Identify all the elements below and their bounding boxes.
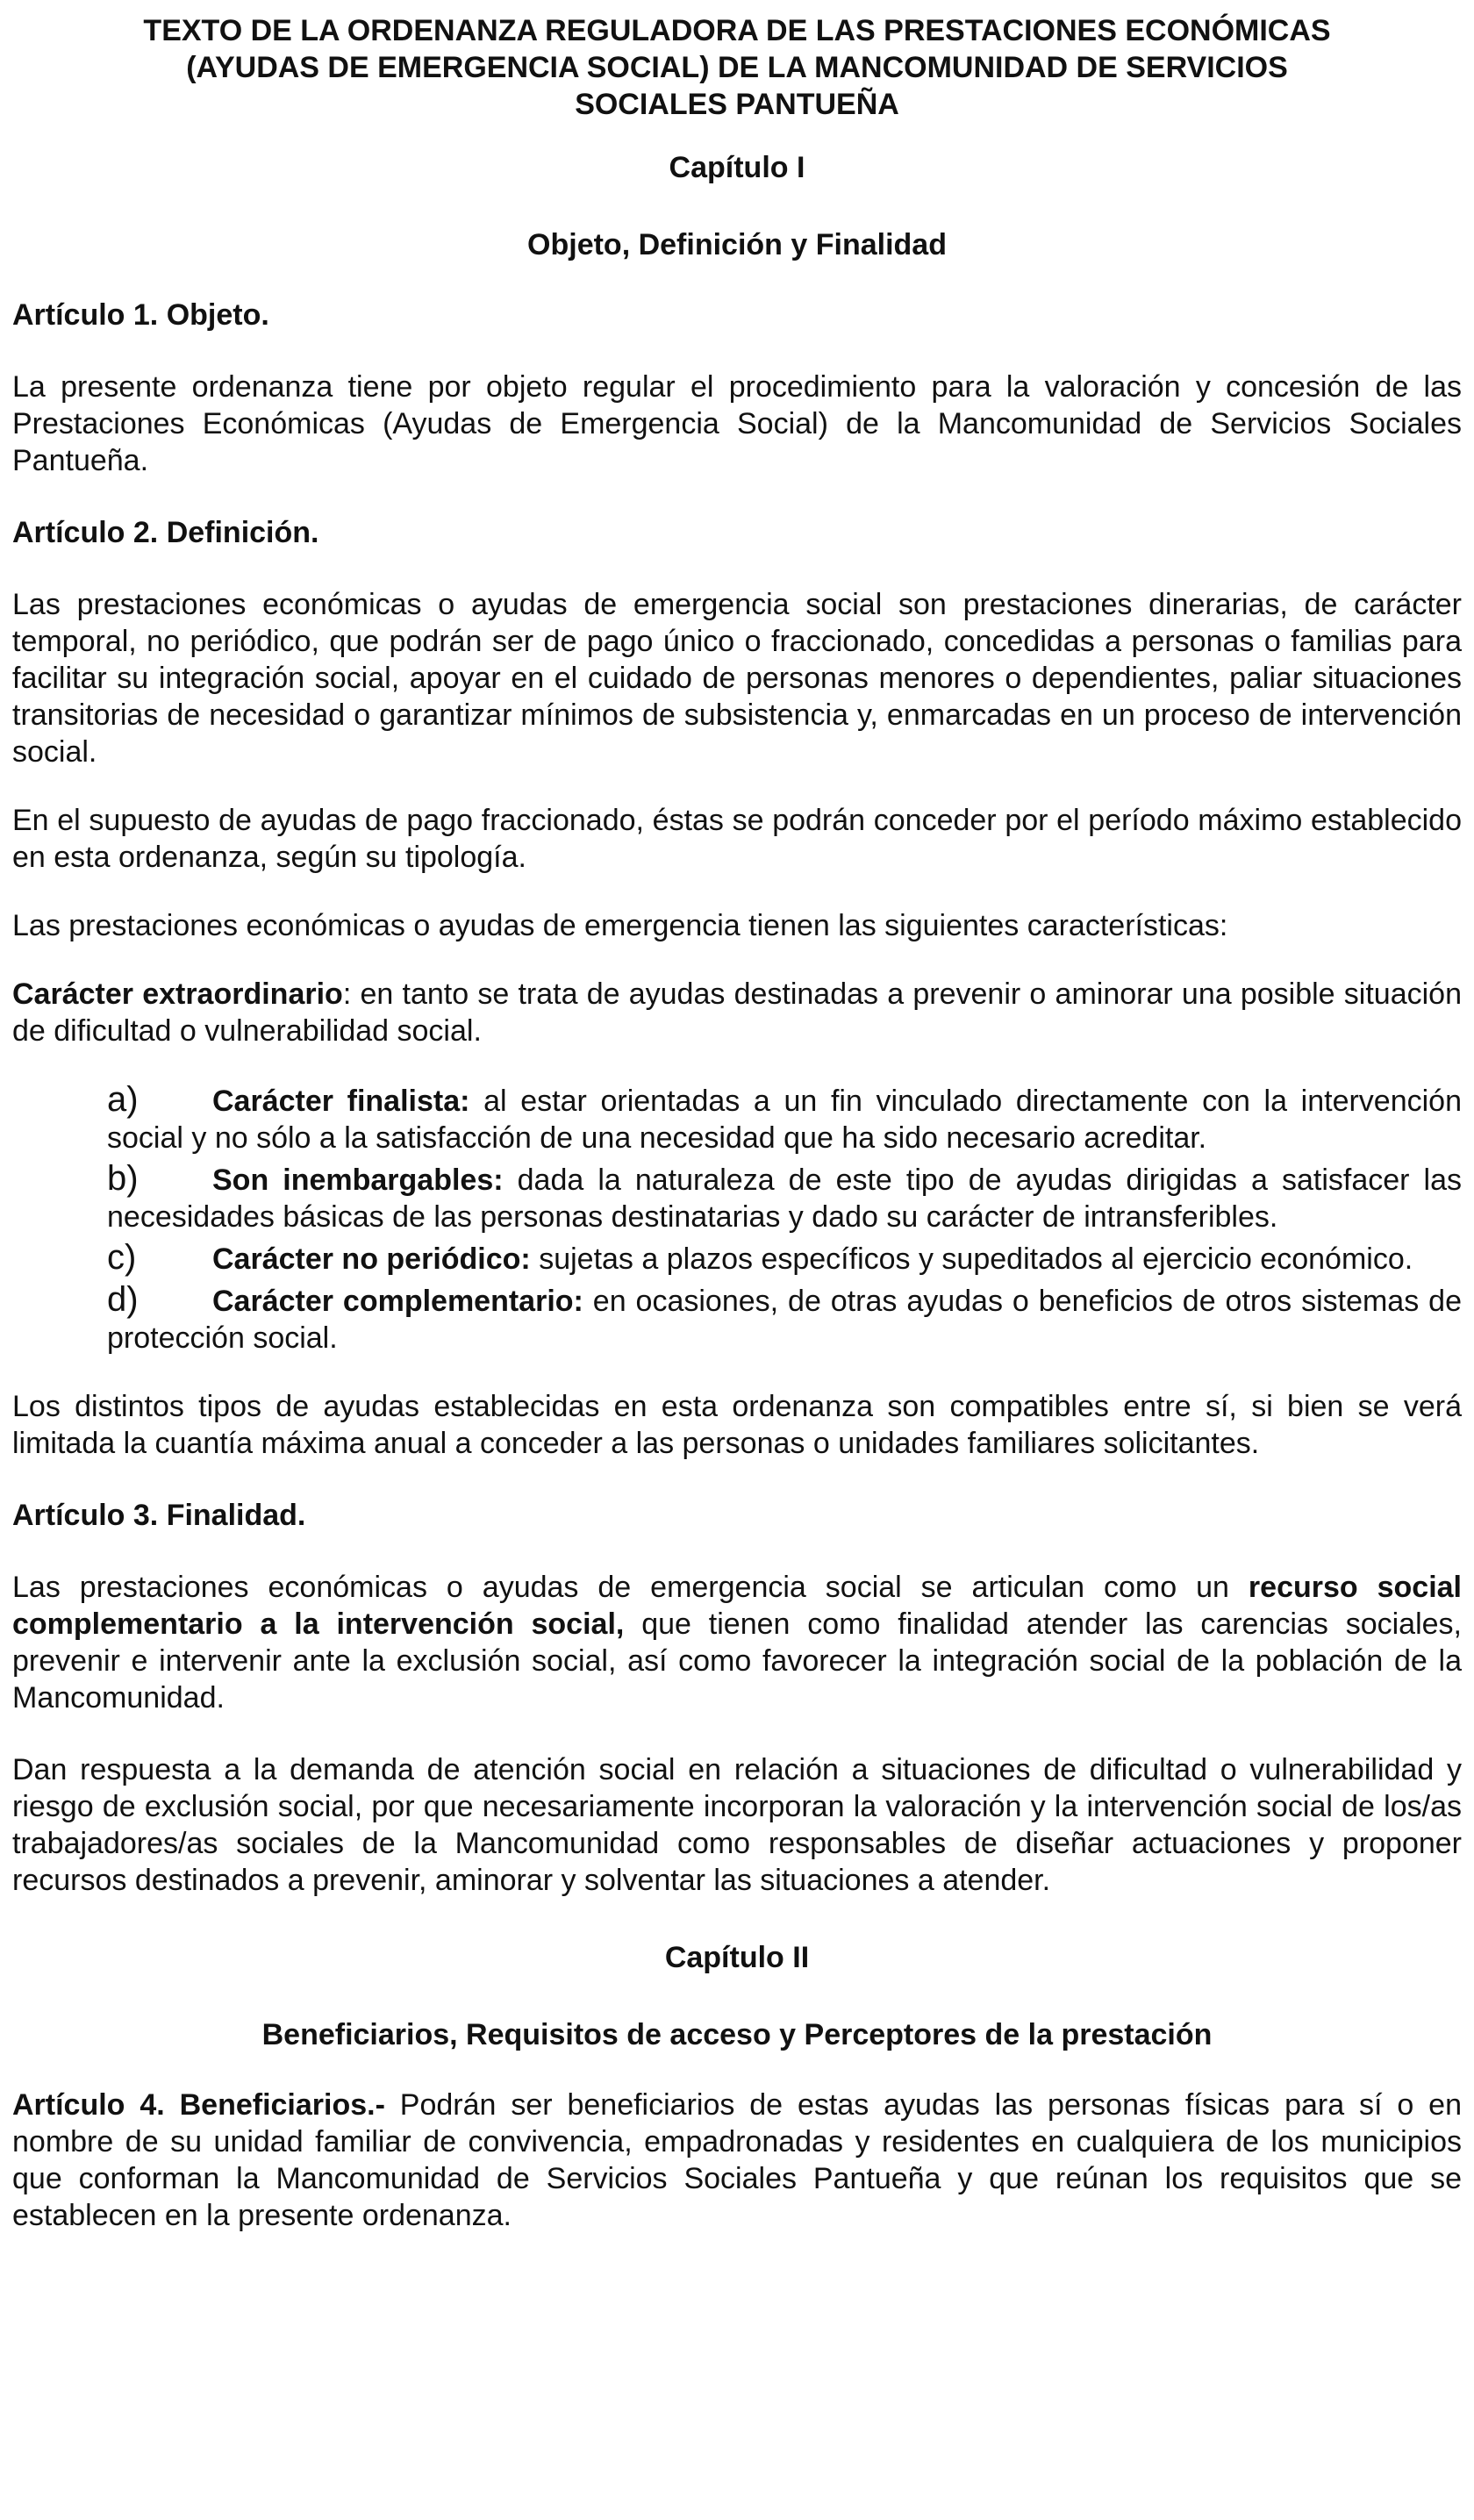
article-2-paragraph-4 xyxy=(12,976,1462,1049)
article-3-bold-phrase: recurso social complementario a la intervención social, xyxy=(12,1571,1463,1641)
extraordinary-label: Carácter extraordinario xyxy=(12,977,343,1011)
list-item xyxy=(107,1239,1462,1278)
list-marker: d) xyxy=(107,1280,139,1319)
article-1-heading: Artículo 1. Objeto. xyxy=(12,298,269,332)
article-3-paragraph-2: Dan respuesta a la demanda de atención social en relación a situaciones de dificultad o vulnerabilidad y riesgo de exclusión social, por que necesariamente incorporan la valoración y la intervención social de los/as trabajadores/as sociales de la Mancomunidad como responsables de diseñar actuaciones y proponer recursos destinados a prevenir, aminorar y solventar las situaciones a atender. xyxy=(12,1753,1462,1897)
chapter-1-subheading: Objeto, Definición y Finalidad xyxy=(527,228,947,261)
list-item-text: dada la naturaleza de este tipo de ayudas dirigidas a satisfacer las necesidades básicas de las personas destinatarias y dado su carácter de intransferibles. xyxy=(107,1163,1462,1234)
list-item-label: Carácter no periódico: xyxy=(212,1242,531,1276)
article-3-text-end: que tienen como finalidad atender las carencias sociales, prevenir e intervenir ante la exclusión social, así como favorecer la integración social de la población de la Mancomunidad. xyxy=(12,1607,1462,1715)
article-2-heading: Artículo 2. Definición. xyxy=(12,516,319,549)
list-item-label: Carácter complementario: xyxy=(212,1285,583,1318)
list-item xyxy=(107,1160,1462,1235)
article-2-paragraph-2: En el supuesto de ayudas de pago fraccionado, éstas se podrán conceder por el período máximo establecido en esta ordenanza, según su tipología. xyxy=(12,804,1462,874)
document-title xyxy=(12,12,1462,123)
chapter-2-heading: Capítulo II xyxy=(664,1941,810,1974)
list-item-text: sujetas a plazos específicos y supeditados al ejercicio económico. xyxy=(530,1242,1413,1276)
article-2-paragraph-3: Las prestaciones económicas o ayudas de emergencia tienen las siguientes características: xyxy=(12,909,1228,942)
title-line-2: (AYUDAS DE EMERGENCIA SOCIAL) DE LA MANCOMUNIDAD DE SERVICIOS xyxy=(186,51,1288,84)
characteristics-list xyxy=(12,1081,1462,1357)
list-item xyxy=(107,1281,1462,1357)
chapter-1-heading: Capítulo I xyxy=(669,151,805,184)
extraordinary-text: : en tanto se trata de ayudas destinadas a prevenir o aminorar una posible situación de dificultad o vulnerabilidad social. xyxy=(12,977,1462,1048)
list-item-label: Son inembargables: xyxy=(212,1163,504,1197)
article-2-paragraph-1: Las prestaciones económicas o ayudas de emergencia social son prestaciones dinerarias, de carácter temporal, no periódico, que podrán ser de pago único o fraccionado, concedidas a personas o familias para facilitar su integración social, apoyar en el cuidado de personas menores o dependientes, paliar situaciones transitorias de necesidad o garantizar mínimos de subsistencia y, enmarcadas en un proceso de intervención social. xyxy=(12,588,1462,769)
title-line-3: SOCIALES PANTUEÑA xyxy=(575,88,899,121)
article-3-text-start: Las prestaciones económicas o ayudas de emergencia social se articulan como un xyxy=(12,1571,1249,1604)
article-1-text: La presente ordenanza tiene por objeto regular el procedimiento para la valoración y concesión de las Prestaciones Económicas (Ayudas de Emergencia Social) de la Mancomunidad de Servicios Sociales Pantueña. xyxy=(12,370,1462,477)
article-3-paragraph-1 xyxy=(12,1569,1462,1716)
article-4-heading: Artículo 4. Beneficiarios.- xyxy=(12,2088,385,2122)
chapter-2-subheading: Beneficiarios, Requisitos de acceso y Perceptores de la prestación xyxy=(261,2018,1213,2051)
list-item-text: en ocasiones, de otras ayudas o beneficios de otros sistemas de protección social. xyxy=(107,1285,1462,1355)
list-item-label: Carácter finalista: xyxy=(212,1085,470,1118)
article-2-paragraph-5: Los distintos tipos de ayudas establecidas en esta ordenanza son compatibles entre sí, si bien se verá limitada la cuantía máxima anual a conceder a las personas o unidades familiares solicitantes. xyxy=(12,1390,1462,1460)
list-item-text: al estar orientadas a un fin vinculado directamente con la intervención social y no sólo a la satisfacción de una necesidad que ha sido necesario acreditar. xyxy=(107,1085,1463,1155)
list-marker: c) xyxy=(107,1238,137,1277)
list-item xyxy=(107,1081,1462,1156)
article-3-heading: Artículo 3. Finalidad. xyxy=(12,1499,306,1532)
list-marker: a) xyxy=(107,1080,139,1119)
article-4-paragraph xyxy=(12,2087,1462,2234)
article-4-text: Podrán ser beneficiarios de estas ayudas las personas físicas para sí o en nombre de su unidad familiar de convivencia, empadronadas y residentes en cualquiera de los municipios que conforman la Mancomunidad de Servicios Sociales Pantueña y que reúnan los requisitos que se establecen en la presente ordenanza. xyxy=(12,2088,1462,2232)
title-line-1: TEXTO DE LA ORDENANZA REGULADORA DE LAS PRESTACIONES ECONÓMICAS xyxy=(143,14,1331,47)
list-marker: b) xyxy=(107,1159,139,1198)
